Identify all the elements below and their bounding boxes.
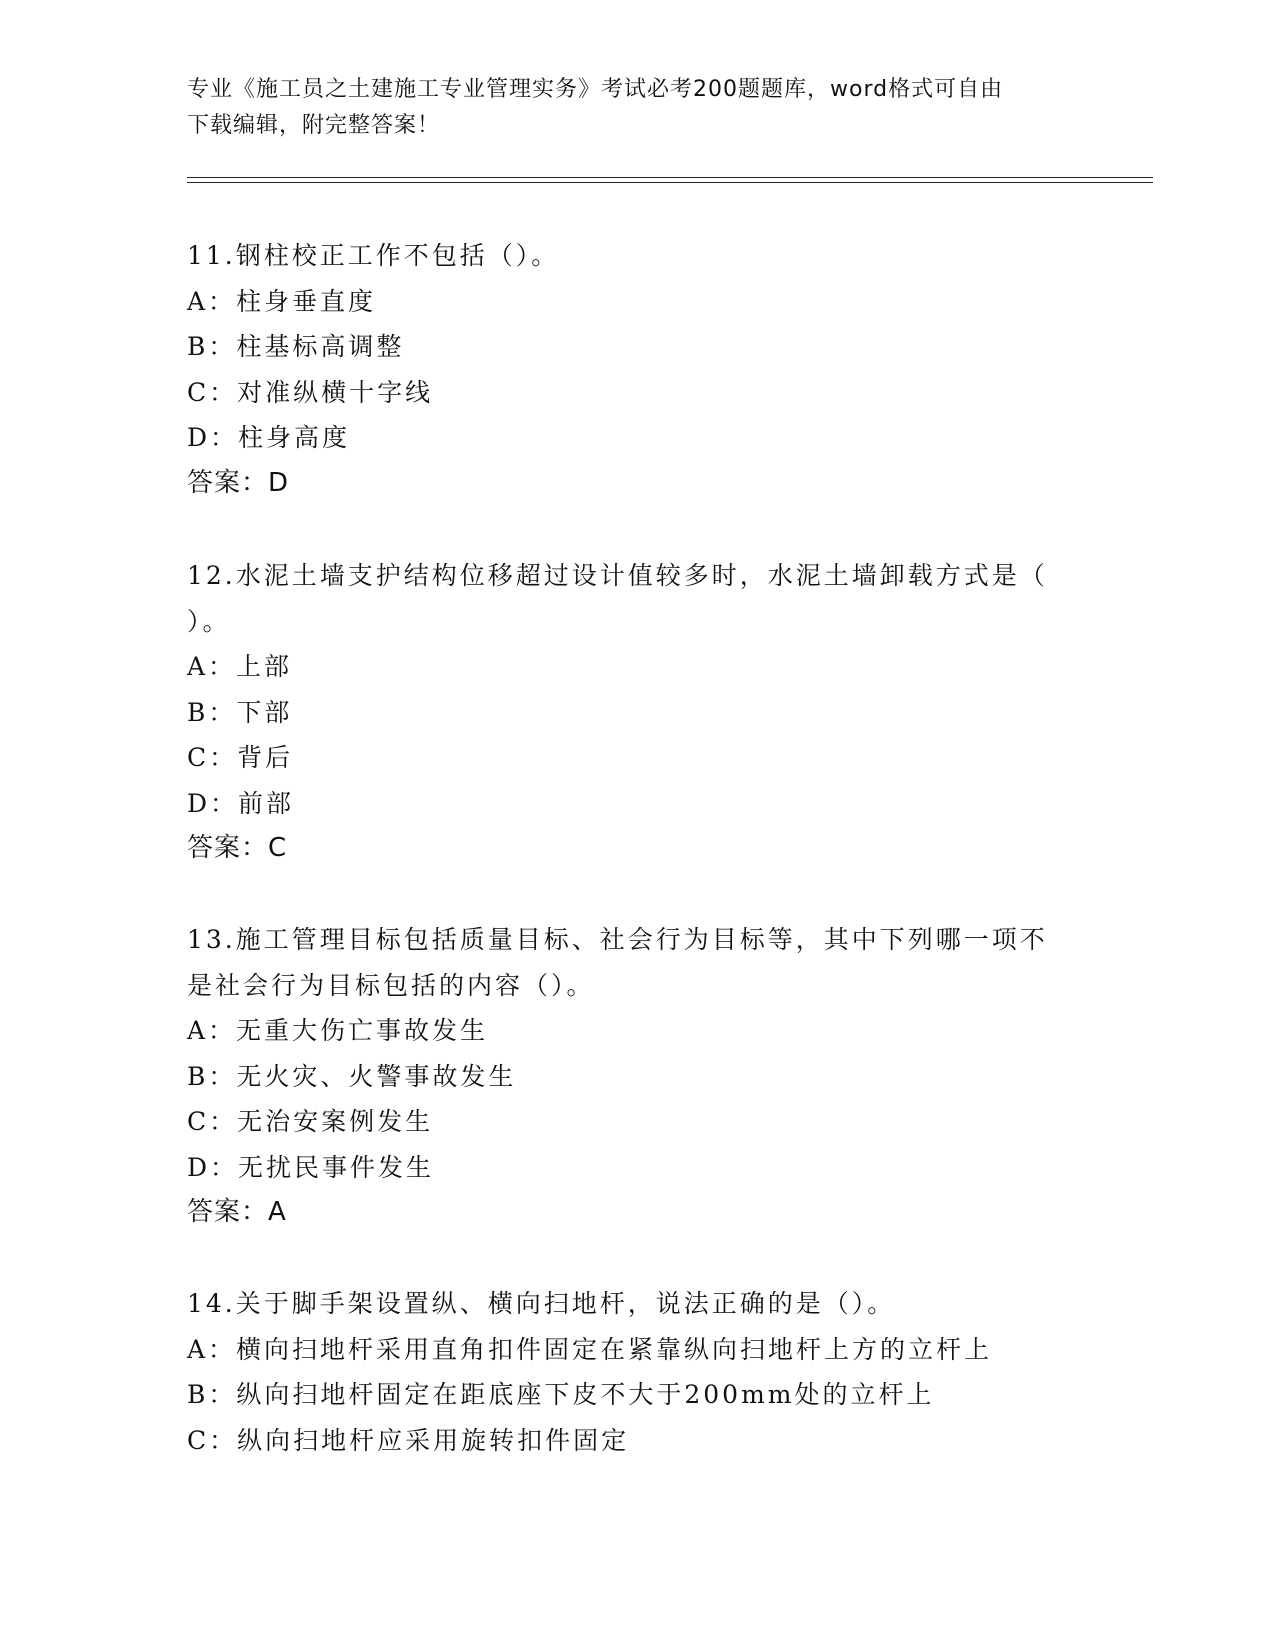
question-stem: 12.水泥土墙支护结构位移超过设计值较多时，水泥土墙卸载方式是（ [187,561,1048,590]
question-stem-continued: ）。 [187,606,231,636]
option-b: B：柱基标高调整 [187,332,405,361]
option-a: A：上部 [187,652,293,681]
option-d: D：柱身高度 [187,423,351,452]
document-header [187,72,1087,144]
header-line-2: 下载编辑，附完整答案！ [187,113,441,138]
question-stem: 11.钢柱校正工作不包括（）。 [187,241,560,270]
question-13 [187,917,1087,1236]
header-divider-top [187,177,1153,178]
question-stem: 13.施工管理目标包括质量目标、社会行为目标等，其中下列哪一项不 [187,925,1048,954]
question-12 [187,553,1087,872]
option-d: D：前部 [187,788,295,818]
option-d: D：无扰民事件发生 [187,1152,435,1182]
option-a: A：柱身垂直度 [187,286,377,316]
option-b: B：下部 [187,697,293,727]
option-c: C：纵向扫地杆应采用旋转扣件固定 [187,1425,630,1455]
option-b: B：纵向扫地杆固定在距底座下皮不大于200mm处的立杆上 [187,1380,935,1409]
header-divider-bottom [187,182,1153,183]
option-c: C：对准纵横十字线 [187,377,434,407]
option-b: B：无火灾、火警事故发生 [187,1061,517,1091]
question-11 [187,233,1087,506]
answer-line: 答案：D [187,467,290,498]
question-stem: 14.关于脚手架设置纵、横向扫地杆，说法正确的是（）。 [187,1289,896,1318]
option-a: A：横向扫地杆采用直角扣件固定在紧靠纵向扫地杆上方的立杆上 [187,1334,993,1364]
header-line-1: 专业《施工员之土建施工专业管理实务》考试必考200题题库，word格式可自由 [187,77,1004,102]
option-c: C：背后 [187,743,294,772]
question-stem-continued: 是社会行为目标包括的内容（）。 [187,970,595,1000]
answer-line: 答案：A [187,1197,287,1227]
option-a: A：无重大伤亡事故发生 [187,1016,489,1045]
question-14 [187,1281,1087,1463]
option-c: C：无治安案例发生 [187,1107,434,1136]
answer-line: 答案：C [187,833,288,863]
